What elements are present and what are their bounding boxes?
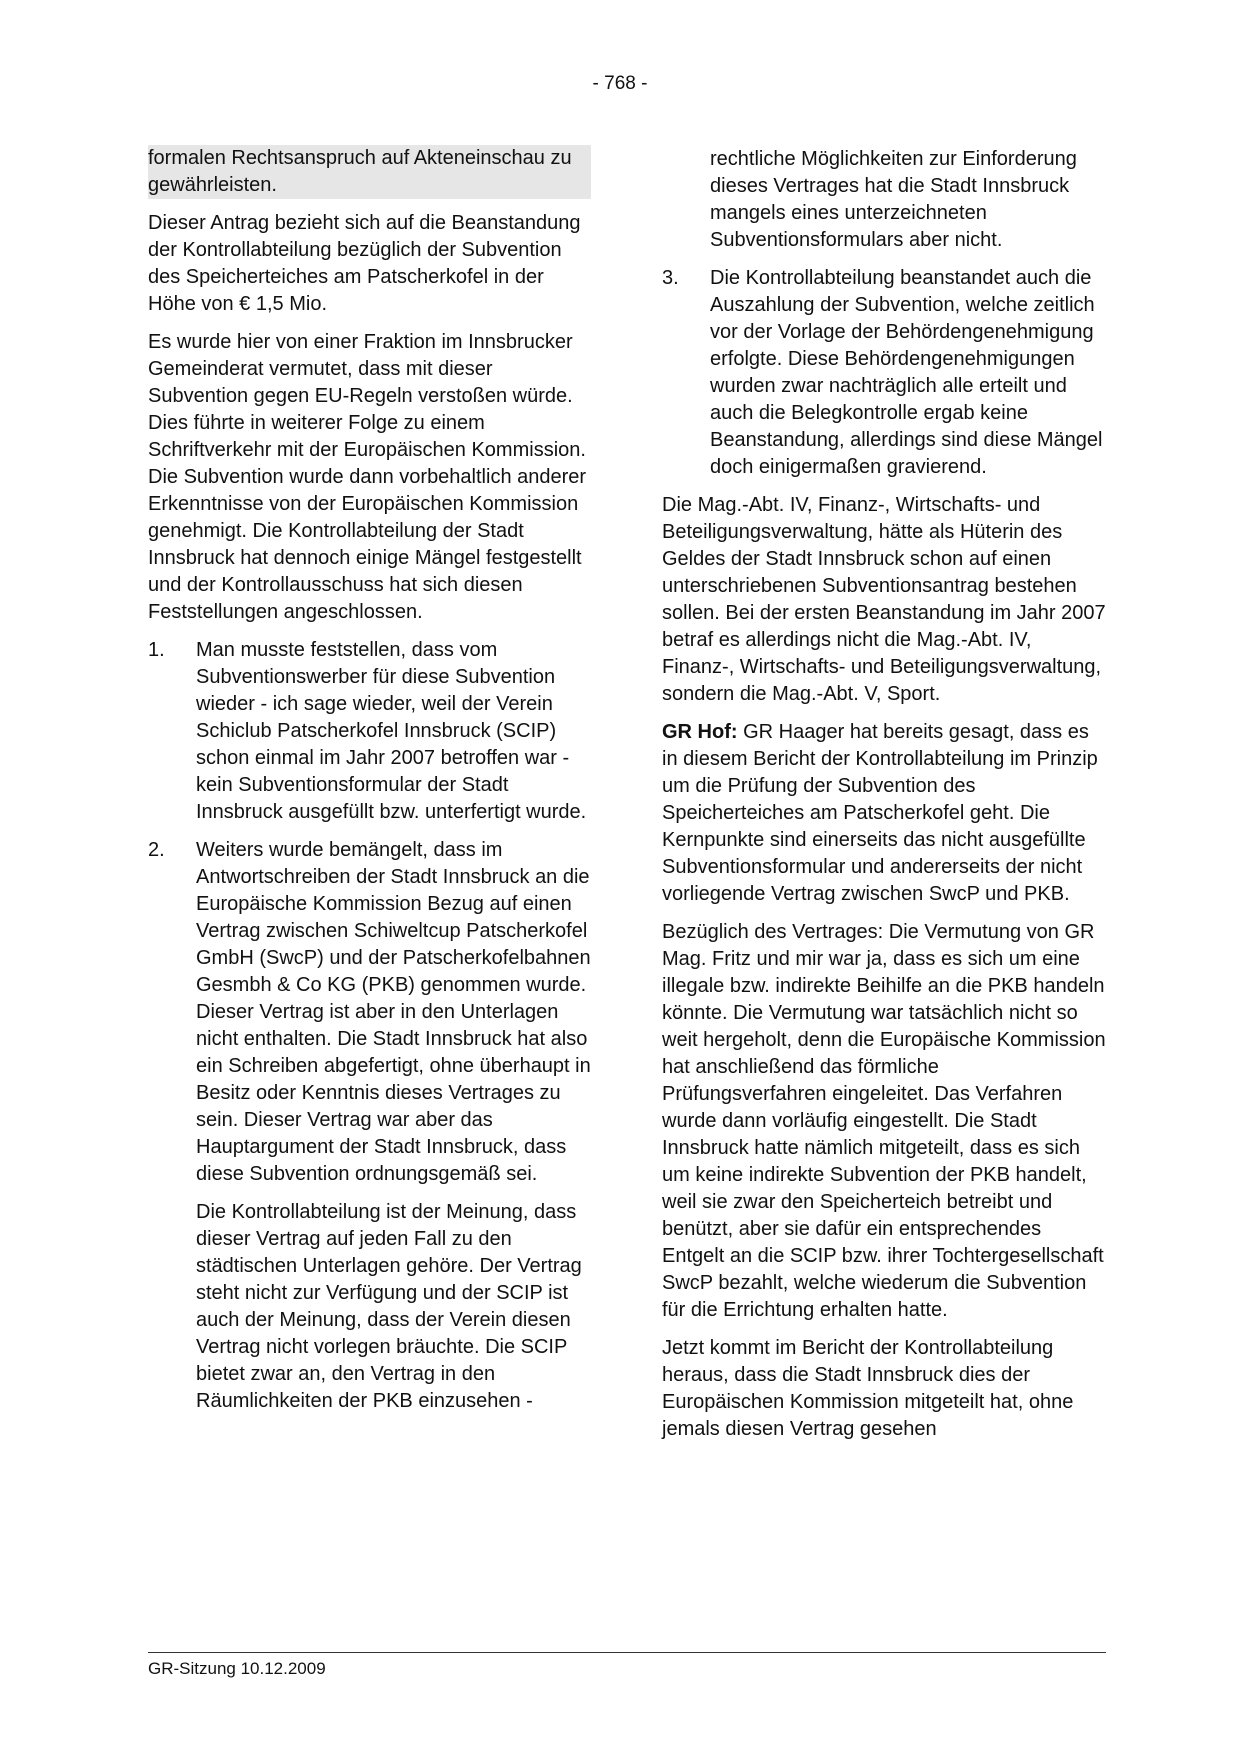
item-continuation: rechtliche Möglichkeiten zur Einforderung dieses Vertrages hat die Stadt Innsbruck mangels eines unterzeichneten Subventionsformulars aber nicht.: [710, 148, 1077, 251]
page-number: - 768 -: [592, 73, 648, 94]
footer-divider: [148, 1652, 1106, 1653]
paragraph: Bezüglich des Vertrages: Die Vermutung von GR Mag. Fritz und mir war ja, dass es sich um eine illegale bzw. indirekte Beihilfe an die PKB handeln könnte. Die Vermutung war tatsächlich nicht so weit hergeholt, denn die Europäische Kommission hat anschließend das förmliche Prüfungsverfahren eingeleitet. Das Verfahren wurde dann vorläufig eingestellt. Die Stadt Innsbruck hatte nämlich mitgeteilt, dass es sich um keine indirekte Subvention der PKB handelt, weil sie zwar den Speicherteich betreibt und benützt, aber sie dafür ein entsprechendes Entgelt an die SCIP bzw. ihrer Tochtergesellschaft SwcP bezahlt, welche wiederum die Subvention für die Errichtung erhalten hatte.: [662, 921, 1106, 1321]
item-text: Die Kontrollabteilung beanstandet auch die Auszahlung der Subvention, welche zeitlich vor der Vorlage der Behördengenehmigung erfolgte. Diese Behördengenehmigungen wurden zwar nachträglich alle erteilt und auch die Belegkontrolle ergab keine Beanstandung, allerdings sind diese Mängel doch einigermaßen gravierend.: [710, 267, 1103, 478]
speaker-text: GR Haager hat bereits gesagt, dass es in diesem Bericht der Kontrollabteilung im Prinzip um die Prüfung der Subvention des Speicherteiches am Patscherkofel geht. Die Kernpunkte sind einerseits das nicht ausgefüllte Subventionsformular und andererseits der nicht vorliegende Vertrag zwischen SwcP und PKB.: [662, 721, 1098, 905]
numbered-item: [148, 837, 591, 1188]
paragraph: Jetzt kommt im Bericht der Kontrollabteilung heraus, dass die Stadt Innsbruck dies der Europäischen Kommission mitgeteilt hat, ohne jemals diesen Vertrag gesehen: [662, 1337, 1074, 1440]
speaker-paragraph: [662, 719, 1106, 908]
item-text: Weiters wurde bemängelt, dass im Antwortschreiben der Stadt Innsbruck an die Europäische Kommission Bezug auf einen Vertrag zwischen Schiweltcup Patscherkofel GmbH (SwcP) und der Patscherkofelbahnen Gesmbh & Co KG (PKB) genommen wurde. Dieser Vertrag ist aber in den Unterlagen nicht enthalten. Die Stadt Innsbruck hat also ein Schreiben abgefertigt, ohne überhaupt in Besitz oder Kenntnis dieses Vertrages zu sein. Dieser Vertrag war aber das Hauptargument der Stadt Innsbruck, dass diese Subvention ordnungsgemäß sei.: [196, 839, 591, 1185]
item-number: 2.: [148, 839, 165, 861]
paragraph: Es wurde hier von einer Fraktion im Innsbrucker Gemeinderat vermutet, dass mit dieser Subvention gegen EU-Regeln verstoßen würde. Dies führte in weiterer Folge zu einem Schriftverkehr mit der Europäischen Kommission. Die Subvention wurde dann vorbehaltlich anderer Erkenntnisse von der Europäischen Kommission genehmigt. Die Kontrollabteilung der Stadt Innsbruck hat dennoch einige Mängel festgestellt und der Kontrollausschuss hat sich diesen Feststellungen angeschlossen.: [148, 331, 587, 623]
shaded-paragraph: formalen Rechtsanspruch auf Akteneinschau zu gewährleisten.: [148, 145, 591, 199]
item-continuation: Die Kontrollabteilung ist der Meinung, dass dieser Vertrag auf jeden Fall zu den städtischen Unterlagen gehöre. Der Vertrag steht nicht zur Verfügung und der SCIP ist auch der Meinung, dass der Verein diesen Vertrag nicht vorlegen bräuchte. Die SCIP bietet zwar an, den Vertrag in den Räumlichkeiten der PKB einzusehen -: [196, 1201, 582, 1412]
item-number: 3.: [662, 267, 679, 289]
item-text: Man musste feststellen, dass vom Subventionswerber für diese Subvention wieder - ich sage wieder, weil der Verein Schiclub Patscherkofel Innsbruck (SCIP) schon einmal im Jahr 2007 betroffen war - kein Subventionsformular der Stadt Innsbruck ausgefüllt bzw. unterfertigt wurde.: [196, 639, 587, 823]
numbered-item: [662, 265, 1106, 481]
speaker-name: GR Hof:: [662, 721, 738, 743]
paragraph: Dieser Antrag bezieht sich auf die Beanstandung der Kontrollabteilung bezüglich der Subvention des Speicherteiches am Patscherkofel in der Höhe von € 1,5 Mio.: [148, 212, 581, 315]
left-column: [148, 146, 591, 1426]
paragraph: Die Mag.-Abt. IV, Finanz-, Wirtschafts- und Beteiligungsverwaltung, hätte als Hüterin des Geldes der Stadt Innsbruck schon auf einen unterschriebenen Subventionsantrag bestehen sollen. Bei der ersten Beanstandung im Jahr 2007 betraf es allerdings nicht die Mag.-Abt. IV, Finanz-, Wirtschafts- und Beteiligungsverwaltung, sondern die Mag.-Abt. V, Sport.: [662, 494, 1106, 705]
footer-session-date: GR-Sitzung 10.12.2009: [148, 1659, 326, 1678]
right-column: [662, 146, 1106, 1454]
numbered-item: [148, 637, 591, 826]
item-number: 1.: [148, 639, 165, 661]
